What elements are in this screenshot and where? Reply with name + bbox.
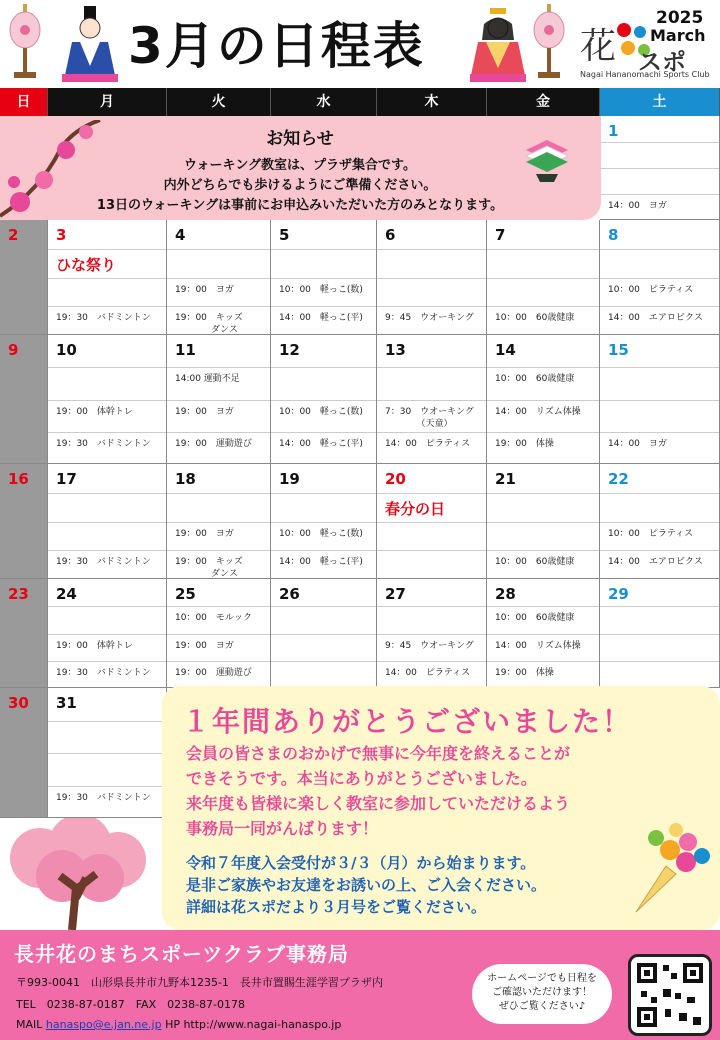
slot-divider: [271, 493, 376, 494]
slot-divider: [600, 306, 719, 307]
slot-divider: [377, 306, 486, 307]
slot-divider: [48, 786, 166, 787]
slot-divider: [48, 634, 166, 635]
slot-divider: [167, 432, 270, 433]
event-item: 7：30 ウオーキング （天童）: [385, 407, 474, 429]
slot-divider: [167, 493, 270, 494]
day-number: 28: [495, 585, 516, 603]
thanks-info-1: 令和７年度入会受付が３/３（月）から始まります。: [186, 854, 536, 872]
event-item: 19：30 バドミントン: [56, 557, 151, 567]
day-cell-tue: [167, 220, 271, 335]
slot-divider: [167, 661, 270, 662]
slot-divider: [377, 249, 486, 250]
day-cell-tue: [167, 579, 271, 688]
day-cell-wed: [271, 220, 377, 335]
lantern-icon: [8, 4, 42, 80]
slot-divider: [600, 661, 719, 662]
day-cell-mon: [48, 335, 167, 464]
thanks-line-1: 会員の皆さまのおかげで無事に今年度を終えることが: [186, 744, 571, 763]
slot-divider: [48, 753, 166, 754]
day-number: 9: [8, 341, 19, 359]
slot-divider: [487, 606, 599, 607]
hina-doll-female-icon: [466, 6, 530, 82]
thanks-info-2: 是非ご家族やお友達をお誘いの上、ご入会ください。: [186, 876, 547, 894]
event-item: 19：00 運動遊び: [175, 668, 252, 678]
event-item: 10：00 60歳健康: [495, 313, 575, 323]
event-item: 14：00 ヨガ: [608, 201, 667, 211]
event-item: 9：45 ウオーキング: [385, 641, 474, 651]
slot-divider: [377, 661, 486, 662]
day-cell-wed: [271, 579, 377, 688]
slot-divider: [377, 522, 486, 523]
slot-divider: [48, 550, 166, 551]
day-number: 18: [175, 470, 196, 488]
slot-divider: [600, 367, 719, 368]
notice-box: [0, 116, 601, 220]
event-item: 19：00 ヨガ: [175, 407, 234, 417]
event-item: 14：00 ヨガ: [608, 439, 667, 449]
event-item: 19：00 体操: [495, 668, 554, 678]
slot-divider: [167, 400, 270, 401]
event-item: 14：00 エアロビクス: [608, 557, 703, 567]
page-header: [0, 0, 720, 88]
slot-divider: [377, 432, 486, 433]
day-cell-mon: [48, 688, 167, 818]
office-phone: TEL 0238-87-0187 FAX 0238-87-0178: [16, 998, 246, 1011]
event-item: 10：00 軽っこ(数): [279, 529, 363, 539]
day-cell-sun: [0, 335, 48, 464]
club-logo: [580, 4, 716, 84]
thanks-title: １年間ありがとうございました！: [182, 705, 633, 738]
thanks-line-4: 事務局一同がんばります！: [186, 819, 379, 838]
slot-divider: [600, 522, 719, 523]
day-number: 23: [8, 585, 29, 603]
slot-divider: [377, 400, 486, 401]
slot-divider: [487, 493, 599, 494]
weekday-wed: 水: [271, 88, 377, 116]
day-number: 19: [279, 470, 300, 488]
thanks-line-2: できそうです。本当にありがとうございました。: [186, 769, 537, 788]
slot-divider: [271, 661, 376, 662]
weekday-mon: 月: [48, 88, 167, 116]
day-cell-fri: [487, 579, 600, 688]
day-cell-sun: [0, 464, 48, 579]
slot-divider: [600, 142, 719, 143]
slot-divider: [487, 306, 599, 307]
day-cell-sat: [600, 335, 720, 464]
page-title: 3月の日程表: [128, 17, 425, 75]
logo-month: March: [650, 26, 706, 45]
footer: [0, 930, 720, 1040]
slot-divider: [600, 400, 719, 401]
slot-divider: [487, 661, 599, 662]
event-item: 14：00 ピラティス: [385, 439, 471, 449]
slot-divider: [48, 661, 166, 662]
slot-divider: [48, 306, 166, 307]
slot-divider: [167, 278, 270, 279]
slot-divider: [167, 367, 270, 368]
slot-divider: [377, 278, 486, 279]
weekday-fri: 金: [487, 88, 600, 116]
slot-divider: [167, 606, 270, 607]
slot-divider: [600, 249, 719, 250]
slot-divider: [600, 493, 719, 494]
day-number: 13: [385, 341, 406, 359]
mail-label: MAIL: [16, 1018, 43, 1031]
slot-divider: [48, 522, 166, 523]
flower-bouquet-icon: [616, 816, 716, 916]
slot-divider: [48, 400, 166, 401]
bubble-line-3: ぜひご覧ください♪: [498, 1001, 586, 1012]
office-name: 長井花のまちスポーツクラブ事務局: [14, 942, 349, 966]
day-cell-sat: [600, 464, 720, 579]
mail-link[interactable]: hanaspo@e.jan.ne.jp: [45, 1018, 162, 1031]
cherry-tree-icon: [0, 818, 162, 930]
logo-year: 2025: [656, 8, 704, 28]
homepage-bubble: [472, 964, 612, 1024]
day-cell-mon: [48, 579, 167, 688]
slot-divider: [377, 634, 486, 635]
day-number: 12: [279, 341, 300, 359]
day-number: 7: [495, 226, 506, 244]
slot-divider: [600, 278, 719, 279]
day-number: 3: [56, 226, 67, 244]
slot-divider: [167, 306, 270, 307]
slot-divider: [377, 493, 486, 494]
event-item: 14：00 軽っこ(平): [279, 439, 363, 449]
day-number: 4: [175, 226, 186, 244]
day-cell-wed: [271, 335, 377, 464]
event-item: 14：00 エアロビクス: [608, 313, 703, 323]
event-item: 10：00 ピラティス: [608, 529, 694, 539]
event-item: 19：30 バドミントン: [56, 793, 151, 803]
slot-divider: [487, 278, 599, 279]
holiday-name: ひな祭り: [56, 256, 117, 274]
day-cell-thu: [377, 579, 487, 688]
day-cell-fri: [487, 335, 600, 464]
weekday-tue: 火: [167, 88, 271, 116]
day-cell-thu: [377, 464, 487, 579]
slot-divider: [271, 634, 376, 635]
slot-divider: [271, 306, 376, 307]
weekday-sun: 日: [0, 88, 48, 116]
event-item: 19：30 バドミントン: [56, 439, 151, 449]
day-cell-sat: [600, 220, 720, 335]
event-item: 19：00 ヨガ: [175, 641, 234, 651]
event-item: 19：00 キッズ ダンス: [175, 557, 243, 579]
day-cell-mon: [48, 464, 167, 579]
weekday-sat: 土: [600, 88, 720, 116]
day-number: 25: [175, 585, 196, 603]
logo-spo: スポ: [638, 48, 686, 76]
day-number: 24: [56, 585, 77, 603]
slot-divider: [487, 400, 599, 401]
thanks-info-3: 詳細は花スポだより３月号をご覧ください。: [186, 898, 487, 916]
event-item: 19：30 バドミントン: [56, 668, 151, 678]
hishimochi-icon: [522, 134, 572, 184]
day-number: 2: [8, 226, 19, 244]
slot-divider: [271, 432, 376, 433]
slot-divider: [600, 432, 719, 433]
event-item: 19：00 体幹トレ: [56, 641, 133, 651]
event-item: 14:00 運動不足: [175, 374, 240, 384]
holiday-name: 春分の日: [385, 500, 446, 518]
day-number: 20: [385, 470, 406, 488]
day-number: 21: [495, 470, 516, 488]
bubble-line-2: ご確認いただけます！: [492, 987, 592, 998]
event-item: 9：45 ウオーキング: [385, 313, 474, 323]
office-address: 〒993-0041 山形県長井市九野本1235-1 長井市置賜生涯学習プラザ内: [16, 976, 383, 989]
day-number: 8: [608, 226, 619, 244]
day-cell-wed: [271, 464, 377, 579]
event-item: 10：00 軽っこ(数): [279, 407, 363, 417]
day-cell-sun: [0, 688, 48, 818]
day-number: 15: [608, 341, 629, 359]
day-cell-fri: [487, 464, 600, 579]
slot-divider: [167, 522, 270, 523]
event-item: 14：00 軽っこ(平): [279, 313, 363, 323]
day-number: 31: [56, 694, 77, 712]
day-number: 6: [385, 226, 396, 244]
day-number: 22: [608, 470, 629, 488]
day-number: 26: [279, 585, 300, 603]
slot-divider: [48, 493, 166, 494]
slot-divider: [271, 367, 376, 368]
hina-doll-male-icon: [58, 6, 122, 82]
event-item: 14：00 軽っこ(平): [279, 557, 363, 567]
slot-divider: [377, 550, 486, 551]
event-item: 10：00 60歳健康: [495, 613, 575, 623]
day-number: 14: [495, 341, 516, 359]
qr-code-icon[interactable]: [628, 954, 712, 1036]
slot-divider: [487, 522, 599, 523]
event-item: 14：00 リズム体操: [495, 407, 581, 417]
slot-divider: [48, 367, 166, 368]
day-number: 10: [56, 341, 77, 359]
event-item: 19：00 運動遊び: [175, 439, 252, 449]
slot-divider: [271, 550, 376, 551]
slot-divider: [600, 550, 719, 551]
event-item: 19：00 体操: [495, 439, 554, 449]
bubble-line-1: ホームページでも日程を: [487, 973, 597, 984]
event-item: 10：00 ピラティス: [608, 285, 694, 295]
slot-divider: [271, 606, 376, 607]
weekday-header: [0, 88, 720, 116]
slot-divider: [167, 550, 270, 551]
event-item: 10：00 60歳健康: [495, 374, 575, 384]
day-cell-sun: [0, 579, 48, 688]
notice-line-2: 内外どちらでも歩けるようにご準備ください。: [163, 178, 437, 193]
day-cell-mon: [48, 220, 167, 335]
slot-divider: [487, 550, 599, 551]
slot-divider: [48, 278, 166, 279]
day-cell-thu: [377, 335, 487, 464]
lantern-icon: [532, 4, 566, 80]
day-cell-sat: [600, 579, 720, 688]
day-number: 17: [56, 470, 77, 488]
event-item: 19：00 ヨガ: [175, 529, 234, 539]
slot-divider: [487, 432, 599, 433]
day-cell-tue: [167, 335, 271, 464]
notice-title: お知らせ: [266, 129, 334, 149]
day-number: 5: [279, 226, 290, 244]
notice-line-1: ウォーキング教室は、プラザ集合です。: [183, 158, 417, 173]
day-cell-fri: [487, 220, 600, 335]
day-number: 16: [8, 470, 29, 488]
thanks-box: [162, 686, 720, 930]
slot-divider: [48, 249, 166, 250]
slot-divider: [48, 606, 166, 607]
event-item: 14：00 リズム体操: [495, 641, 581, 651]
event-item: 10：00 モルック: [175, 613, 252, 623]
day-number: 29: [608, 585, 629, 603]
slot-divider: [271, 278, 376, 279]
logo-subtitle: Nagai Hananomachi Sports Club: [580, 70, 710, 79]
slot-divider: [377, 367, 486, 368]
slot-divider: [271, 400, 376, 401]
event-item: 19：00 キッズ ダンス: [175, 313, 243, 335]
slot-divider: [600, 194, 719, 195]
homepage-text[interactable]: HP http://www.nagai-hanaspo.jp: [165, 1018, 342, 1031]
event-item: 19：00 体幹トレ: [56, 407, 133, 417]
slot-divider: [600, 168, 719, 169]
logo-kanji: 花: [580, 26, 617, 67]
slot-divider: [271, 522, 376, 523]
slot-divider: [600, 634, 719, 635]
slot-divider: [377, 606, 486, 607]
event-item: 14：00 ピラティス: [385, 668, 471, 678]
event-item: 10：00 軽っこ(数): [279, 285, 363, 295]
slot-divider: [271, 249, 376, 250]
slot-divider: [48, 721, 166, 722]
event-item: 19：00 ヨガ: [175, 285, 234, 295]
slot-divider: [167, 249, 270, 250]
day-number: 1: [608, 122, 619, 140]
day-number: 30: [8, 694, 29, 712]
slot-divider: [487, 634, 599, 635]
slot-divider: [167, 634, 270, 635]
office-contact: [16, 1018, 341, 1031]
notice-line-3: 13日のウォーキングは事前にお申込みいただいた方のみとなります。: [96, 198, 504, 213]
day-cell-tue: [167, 464, 271, 579]
thanks-line-3: 来年度も皆様に楽しく教室に参加していただけるよう: [186, 794, 571, 813]
slot-divider: [600, 606, 719, 607]
weekday-thu: 木: [377, 88, 487, 116]
day-cell-sat: [600, 116, 720, 220]
event-item: 19：30 バドミントン: [56, 313, 151, 323]
day-cell-thu: [377, 220, 487, 335]
slot-divider: [487, 249, 599, 250]
day-number: 27: [385, 585, 406, 603]
slot-divider: [48, 432, 166, 433]
day-number: 11: [175, 341, 196, 359]
event-item: 10：00 60歳健康: [495, 557, 575, 567]
slot-divider: [487, 367, 599, 368]
day-cell-sun: [0, 220, 48, 335]
